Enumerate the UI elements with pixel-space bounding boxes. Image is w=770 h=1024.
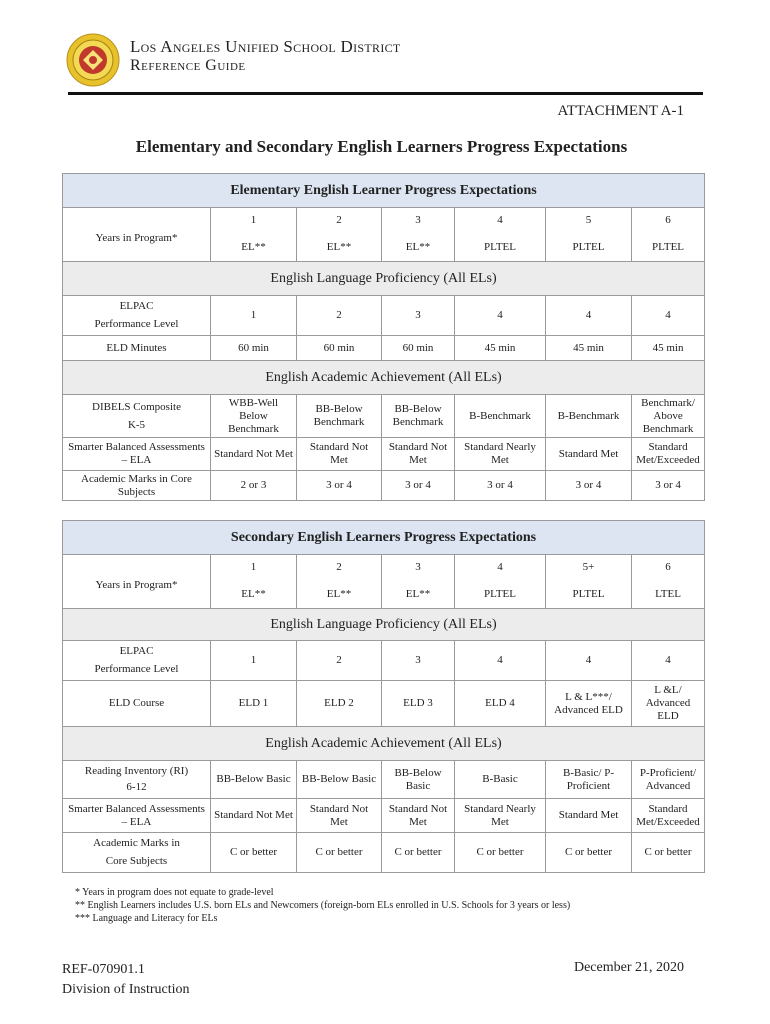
- elpac-cell: 2: [297, 296, 382, 336]
- elpac-label-line: Performance Level: [94, 318, 179, 330]
- elementary-table: [62, 173, 705, 501]
- marks-label-line: Core Subjects: [105, 855, 168, 867]
- status-cell: PLTEL: [455, 234, 546, 262]
- ri-cell: BB-Below Basic: [382, 761, 455, 799]
- marks-cell: C or better: [297, 833, 382, 873]
- sba-cell: Standard Nearly Met: [455, 438, 546, 471]
- page-title: Elementary and Secondary English Learners Progress Expectations: [135, 137, 628, 156]
- sba-cell: Standard Not Met: [382, 799, 455, 833]
- division-name: Division of Instruction: [62, 982, 190, 997]
- eld-cell: ELD 3: [382, 681, 455, 727]
- attachment-label: ATTACHMENT A-1: [557, 103, 684, 119]
- dibels-label-line: K-5: [127, 418, 146, 431]
- elpac-cell: 1: [211, 296, 297, 336]
- year-cell: 5: [546, 208, 632, 234]
- marks-cell: 3 or 4: [297, 471, 382, 501]
- sba-cell: Standard Not Met: [211, 799, 297, 833]
- marks-label-line: Academic Marks in: [93, 837, 180, 849]
- sba-cell: Standard Not Met: [297, 799, 382, 833]
- ri-cell: B-Basic: [455, 761, 546, 799]
- year-cell: 1: [211, 208, 297, 234]
- marks-cell: C or better: [211, 833, 297, 873]
- elpac-label-line: Performance Level: [94, 663, 179, 675]
- marks-cell: C or better: [632, 833, 705, 873]
- dibels-cell: WBB-Well Below Benchmark: [211, 395, 297, 438]
- elpac-cell: 4: [546, 296, 632, 336]
- status-cell: EL**: [382, 581, 455, 609]
- elpac-cell: 3: [382, 296, 455, 336]
- status-cell: EL**: [382, 234, 455, 262]
- ri-cell: P-Proficient/ Advanced: [632, 761, 705, 799]
- year-cell: 3: [382, 555, 455, 581]
- marks-cell: C or better: [546, 833, 632, 873]
- status-cell: LTEL: [632, 581, 705, 609]
- reading-inventory-label: [63, 761, 211, 799]
- marks-cell: 2 or 3: [211, 471, 297, 501]
- footnotes: [75, 886, 570, 925]
- status-cell: EL**: [211, 581, 297, 609]
- academic-marks-label: [63, 833, 211, 873]
- district-name: Los Angeles Unified School District: [130, 37, 401, 56]
- marks-cell: 3 or 4: [546, 471, 632, 501]
- elpac-label: [63, 641, 211, 681]
- elpac-cell: 3: [382, 641, 455, 681]
- dibels-label-line: DIBELS Composite: [92, 400, 181, 413]
- eld-cell: 45 min: [455, 336, 546, 361]
- dibels-cell: B-Benchmark: [455, 395, 546, 438]
- status-cell: EL**: [211, 234, 297, 262]
- elpac-cell: 4: [632, 296, 705, 336]
- marks-cell: 3 or 4: [382, 471, 455, 501]
- eld-cell: ELD 4: [455, 681, 546, 727]
- elpac-cell: 4: [546, 641, 632, 681]
- eld-cell: 60 min: [382, 336, 455, 361]
- elpac-cell: 1: [211, 641, 297, 681]
- year-cell: 2: [297, 208, 382, 234]
- year-cell: 6: [632, 555, 705, 581]
- footnote: ** English Learners includes U.S. born ELs and Newcomers (foreign-born ELs enrolled in U.S. Schools for 3 years or less): [75, 900, 571, 911]
- dibels-cell: B-Benchmark: [546, 395, 632, 438]
- sba-cell: Standard Met: [546, 438, 632, 471]
- dibels-cell: BB-Below Benchmark: [297, 395, 382, 438]
- proficiency-section-heading: English Language Proficiency (All ELs): [63, 262, 705, 296]
- achievement-section-heading: English Academic Achievement (All ELs): [63, 727, 705, 761]
- elpac-label: [63, 296, 211, 336]
- sba-cell: Standard Met: [546, 799, 632, 833]
- status-cell: EL**: [297, 234, 382, 262]
- status-cell: PLTEL: [632, 234, 705, 262]
- ri-cell: BB-Below Basic: [297, 761, 382, 799]
- eld-cell: 60 min: [297, 336, 382, 361]
- dibels-label: [63, 395, 211, 438]
- secondary-heading: Secondary English Learners Progress Expectations: [63, 521, 705, 555]
- sba-cell: Standard Met/Exceeded: [632, 438, 705, 471]
- elpac-label-line: ELPAC: [119, 645, 154, 657]
- year-cell: 1: [211, 555, 297, 581]
- elpac-cell: 4: [632, 641, 705, 681]
- ri-label-line: 6-12: [126, 781, 147, 793]
- eld-cell: ELD 1: [211, 681, 297, 727]
- eld-cell: 45 min: [632, 336, 705, 361]
- achievement-section-heading: English Academic Achievement (All ELs): [63, 361, 705, 395]
- reference-guide-label: Reference Guide: [130, 57, 246, 74]
- year-cell: 2: [297, 555, 382, 581]
- marks-cell: C or better: [382, 833, 455, 873]
- district-seal-logo: [66, 33, 120, 87]
- elementary-heading: Elementary English Learner Progress Expectations: [63, 174, 705, 208]
- status-cell: PLTEL: [546, 234, 632, 262]
- secondary-table: [62, 520, 705, 873]
- sba-cell: Standard Met/Exceeded: [632, 799, 705, 833]
- years-in-program-label: Years in Program*: [63, 208, 211, 262]
- year-cell: 4: [455, 555, 546, 581]
- dibels-cell: BB-Below Benchmark: [382, 395, 455, 438]
- eld-cell: 60 min: [211, 336, 297, 361]
- status-cell: PLTEL: [455, 581, 546, 609]
- footnote: *** Language and Literacy for ELs: [75, 913, 218, 924]
- eld-cell: 45 min: [546, 336, 632, 361]
- years-in-program-label: Years in Program*: [63, 555, 211, 609]
- header-divider: [68, 92, 703, 95]
- eld-course-label: ELD Course: [63, 681, 211, 727]
- elpac-cell: 4: [455, 296, 546, 336]
- footer-date: December 21, 2020: [573, 960, 684, 975]
- ri-cell: BB-Below Basic: [211, 761, 297, 799]
- ri-cell: B-Basic/ P-Proficient: [546, 761, 632, 799]
- eld-cell: L &L/ Advanced ELD: [632, 681, 705, 727]
- sba-cell: Standard Not Met: [297, 438, 382, 471]
- status-cell: PLTEL: [546, 581, 632, 609]
- year-cell: 3: [382, 208, 455, 234]
- marks-cell: C or better: [455, 833, 546, 873]
- elpac-cell: 4: [455, 641, 546, 681]
- year-cell: 6: [632, 208, 705, 234]
- dibels-cell: Benchmark/ Above Benchmark: [632, 395, 705, 438]
- status-cell: EL**: [297, 581, 382, 609]
- eld-cell: ELD 2: [297, 681, 382, 727]
- academic-marks-label: Academic Marks in Core Subjects: [63, 471, 211, 501]
- eld-cell: L & L***/ Advanced ELD: [546, 681, 632, 727]
- smarter-balanced-label: Smarter Balanced Assessments – ELA: [63, 799, 211, 833]
- sba-cell: Standard Nearly Met: [455, 799, 546, 833]
- marks-cell: 3 or 4: [455, 471, 546, 501]
- elpac-label-line: ELPAC: [119, 300, 154, 312]
- footnote: * Years in program does not equate to grade-level: [75, 887, 274, 898]
- ri-label-line: Reading Inventory (RI): [84, 765, 189, 777]
- year-cell: 4: [455, 208, 546, 234]
- smarter-balanced-label: Smarter Balanced Assessments – ELA: [63, 438, 211, 471]
- proficiency-section-heading: English Language Proficiency (All ELs): [63, 609, 705, 641]
- marks-cell: 3 or 4: [632, 471, 705, 501]
- reference-number: REF-070901.1: [62, 962, 145, 977]
- footer-reference: [62, 960, 190, 1000]
- sba-cell: Standard Not Met: [382, 438, 455, 471]
- year-cell: 5+: [546, 555, 632, 581]
- eld-minutes-label: ELD Minutes: [63, 336, 211, 361]
- elpac-cell: 2: [297, 641, 382, 681]
- sba-cell: Standard Not Met: [211, 438, 297, 471]
